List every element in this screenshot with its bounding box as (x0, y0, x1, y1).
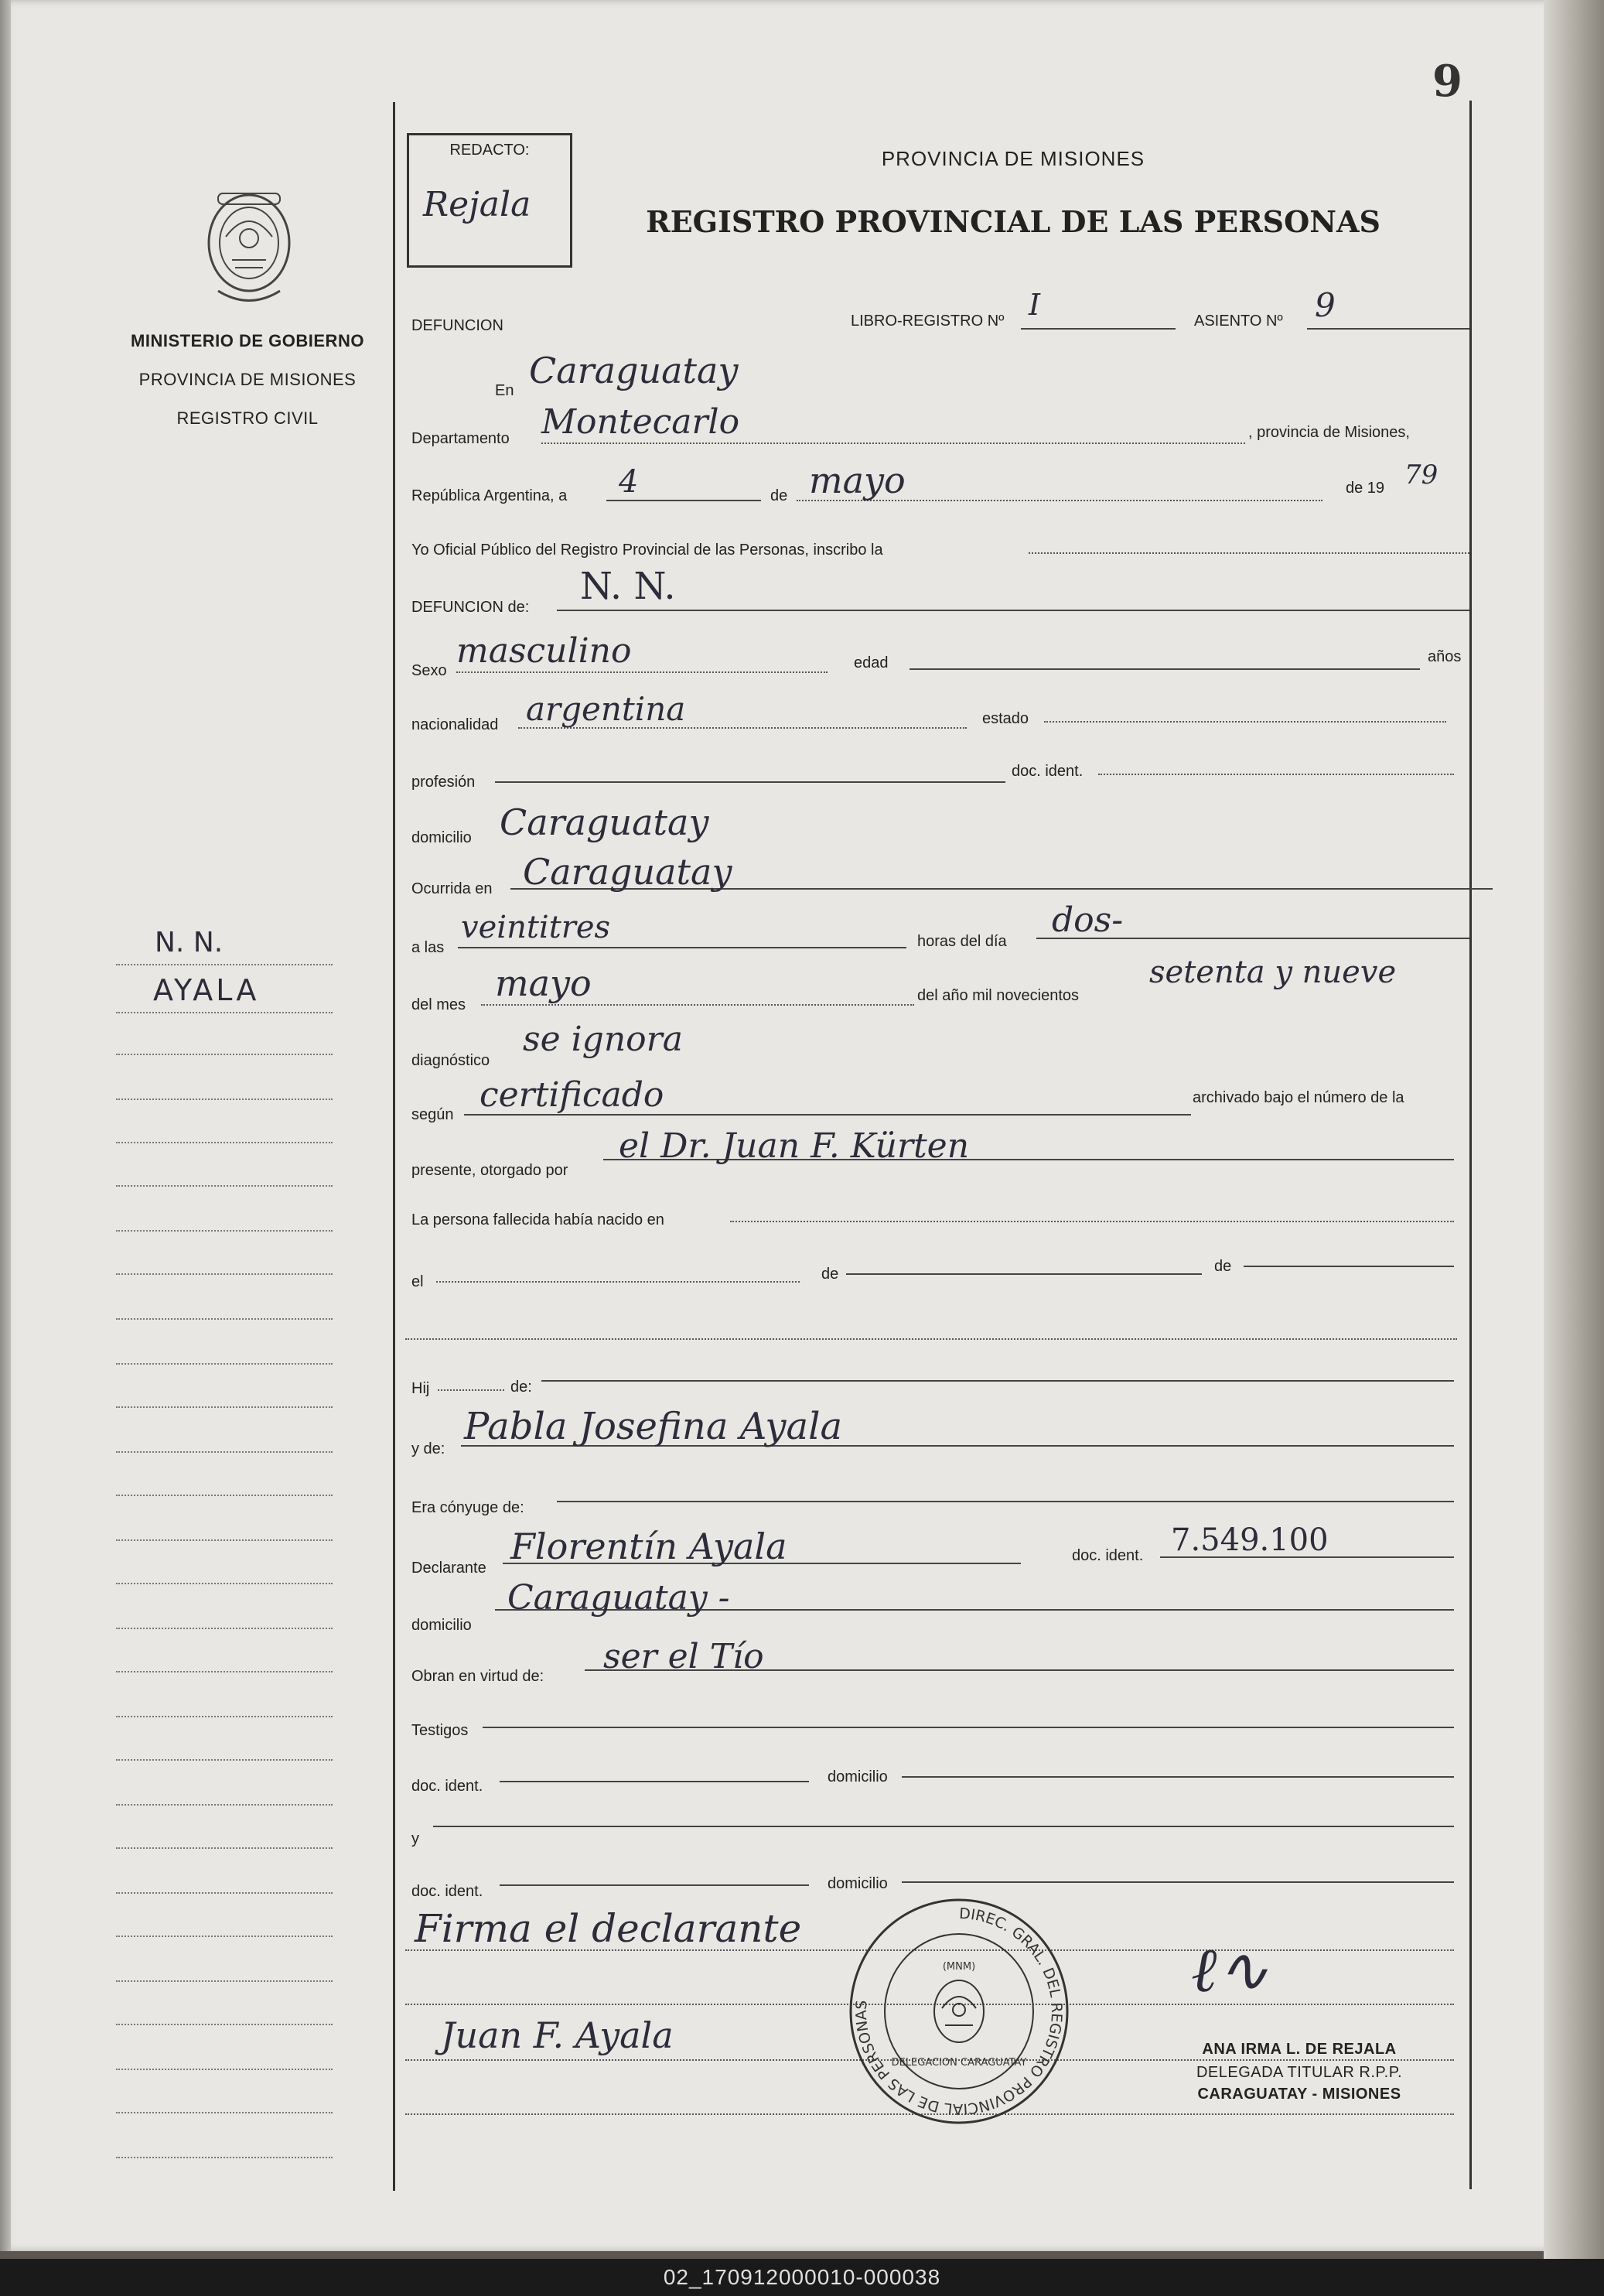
stamp-mark: (MNM) (942, 1961, 976, 1973)
delegate-place: CARAGUATAY - MISIONES (1197, 2086, 1401, 2103)
conyuge-label: Era cónyuge de: (411, 1499, 524, 1516)
archivado-label: archivado bajo el número de la (1193, 1089, 1404, 1106)
ocurrida-value: Caraguatay (523, 851, 732, 893)
edad-label: edad (854, 654, 889, 671)
t1-doc-label: doc. ident. (411, 1778, 483, 1795)
redacto-label: REDACTO: (449, 142, 530, 159)
obran-label: Obran en virtud de: (411, 1668, 544, 1685)
departamento-value: Montecarlo (541, 402, 740, 442)
y-label: y (411, 1830, 419, 1847)
y-de-value: Pabla Josefina Ayala (464, 1405, 843, 1448)
nacido-label: La persona fallecida había nacido en (411, 1211, 664, 1228)
testigos-label: Testigos (411, 1722, 469, 1739)
en-label: En (495, 382, 514, 399)
libro-value: I (1029, 288, 1041, 322)
ocurrida-label: Ocurrida en (411, 880, 493, 897)
segun-label: según (411, 1106, 454, 1123)
declarante-doc-label: doc. ident. (1072, 1547, 1144, 1564)
diagnostico-value: se ignora (523, 1020, 683, 1059)
registry-stamp (843, 1895, 1075, 2127)
declarante-doc-value: 7.549.100 (1171, 1522, 1329, 1558)
redacto-box (407, 133, 572, 268)
delegate-signature: ℓ∿ (1191, 1934, 1269, 2006)
asiento-label: ASIENTO Nº (1194, 313, 1283, 330)
declarante-dom-value: Caraguatay - (507, 1578, 730, 1618)
y-de-label: y de: (411, 1440, 445, 1457)
libro-label: LIBRO-REGISTRO Nº (851, 313, 1005, 330)
asiento-value: 9 (1315, 286, 1336, 324)
oficial-text: Yo Oficial Público del Registro Provincial de las Personas, inscribo la (411, 542, 883, 559)
domicilio-label: domicilio (411, 829, 472, 846)
segun-value: certificado (479, 1075, 664, 1115)
republica-label: República Argentina, a (411, 487, 568, 504)
a-las-value: veintitres (461, 910, 611, 945)
page-number: 9 (1432, 56, 1462, 107)
profesion-label: profesión (411, 774, 476, 791)
presente-value: el Dr. Juan F. Kürten (619, 1126, 970, 1166)
de2-label: de (1214, 1258, 1232, 1275)
declarante-label: Declarante (411, 1560, 486, 1577)
defuncion-de-label: DEFUNCION de: (411, 599, 530, 616)
stamp-inner-text: DELEGACION CARAGUATAY (891, 2057, 1027, 2069)
declarante-value: Florentín Ayala (510, 1526, 787, 1567)
sexo-label: Sexo (411, 662, 447, 679)
stamp-ring-text: DIREC. GRAL. DEL REGISTRO PROVINCIAL DE LAS PERSONAS (852, 1905, 1066, 2118)
redacto-signature: Rejala (423, 185, 531, 224)
nacionalidad-value: argentina (526, 690, 686, 728)
del-mes-label: del mes (411, 996, 466, 1013)
t2-dom-label: domicilio (828, 1875, 888, 1892)
nacionalidad-label: nacionalidad (411, 716, 499, 733)
del-ano-label: del año mil novecientos (917, 987, 1080, 1004)
declarant-signature: Juan F. Ayala (441, 2014, 674, 2056)
estado-label: estado (982, 710, 1029, 727)
header-province: PROVINCIA DE MISIONES (881, 147, 1145, 170)
right-vertical-rule (1469, 101, 1472, 2189)
ministry-name: MINISTERIO DE GOBIERNO (131, 331, 364, 350)
ministry-province: PROVINCIA DE MISIONES (138, 370, 357, 389)
header-registry-title: REGISTRO PROVINCIAL DE LAS PERSONAS (646, 204, 1380, 239)
diagnostico-label: diagnóstico (411, 1052, 490, 1069)
book-page-edge (1544, 0, 1604, 2259)
footer-id: 02_170912000010-000038 (663, 2265, 941, 2289)
ano-value: setenta y nueve (1149, 955, 1397, 990)
el-label: el (411, 1273, 424, 1290)
obran-value: ser el Tío (603, 1637, 764, 1676)
a-las-label: a las (411, 939, 445, 956)
month-value: mayo (809, 460, 906, 501)
presente-label: presente, otorgado por (411, 1162, 568, 1179)
domicilio-value: Caraguatay (500, 801, 709, 843)
margin-note-surname: AYALA (153, 973, 260, 1007)
hij-de-label: de: (510, 1379, 532, 1396)
left-vertical-rule (393, 102, 395, 2191)
en-value: Caraguatay (529, 350, 739, 391)
anos-label: años (1428, 648, 1462, 665)
declarante-dom-label: domicilio (411, 1617, 472, 1634)
sexo-value: masculino (456, 631, 632, 671)
firma-text: Firma el declarante (415, 1906, 802, 1951)
delegate-title: DELEGADA TITULAR R.P.P. (1196, 2064, 1403, 2081)
month-de-label: de (770, 487, 788, 504)
coat-of-arms-icon (195, 183, 303, 318)
act-type-label: DEFUNCION (411, 317, 503, 334)
departamento-label: Departamento (411, 430, 510, 447)
year-value: 79 (1404, 460, 1438, 490)
defuncion-de-value: N. N. (580, 565, 676, 608)
provincia-label: , provincia de Misiones, (1248, 424, 1410, 441)
horas-label: horas del día (917, 933, 1007, 950)
delegate-name: ANA IRMA L. DE REJALA (1202, 2041, 1397, 2058)
mes-value: mayo (495, 962, 592, 1004)
ministry-registro-civil: REGISTRO CIVIL (176, 408, 319, 428)
profesion-doc-label: doc. ident. (1012, 763, 1084, 780)
de1-label: de (821, 1266, 839, 1283)
dia-value: dos- (1052, 900, 1124, 940)
t2-doc-label: doc. ident. (411, 1883, 483, 1900)
hij-label: Hij (411, 1380, 430, 1397)
t1-dom-label: domicilio (828, 1768, 888, 1785)
margin-note-name: N. N. (155, 927, 224, 958)
year-de-label: de 19 (1346, 480, 1385, 497)
day-value: 4 (619, 464, 639, 500)
stamp-crest-icon (934, 1980, 984, 2042)
